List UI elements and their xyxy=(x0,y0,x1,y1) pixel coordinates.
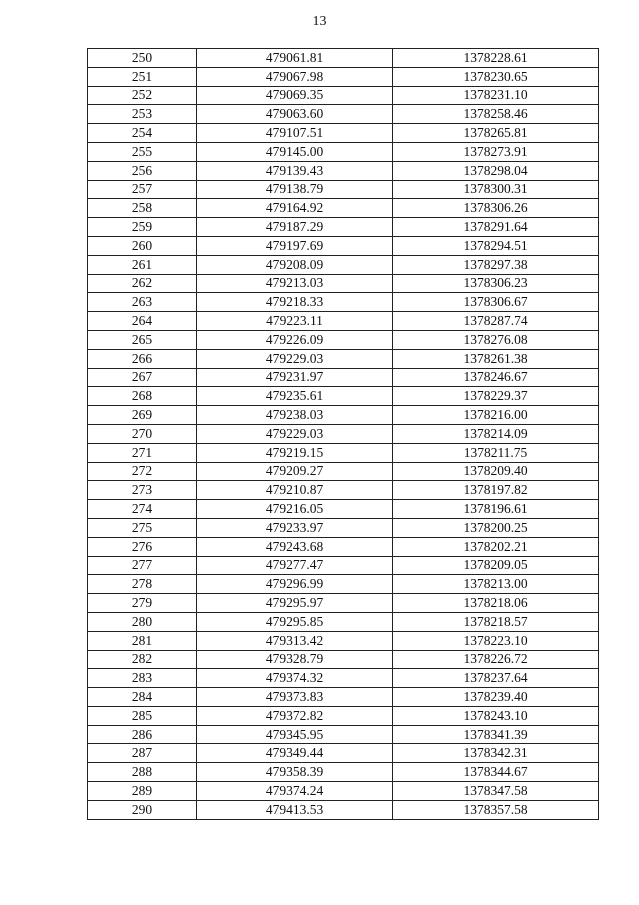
x-coordinate-cell: 479210.87 xyxy=(197,481,393,500)
y-coordinate-cell: 1378231.10 xyxy=(393,86,599,105)
point-number-cell: 251 xyxy=(88,67,197,86)
y-coordinate-cell: 1378298.04 xyxy=(393,161,599,180)
point-number-cell: 284 xyxy=(88,688,197,707)
point-number-cell: 250 xyxy=(88,49,197,68)
y-coordinate-cell: 1378357.58 xyxy=(393,800,599,819)
table-row xyxy=(88,631,599,650)
table-row xyxy=(88,688,599,707)
y-coordinate-cell: 1378291.64 xyxy=(393,218,599,237)
table-row xyxy=(88,669,599,688)
x-coordinate-cell: 479219.15 xyxy=(197,443,393,462)
y-coordinate-cell: 1378347.58 xyxy=(393,782,599,801)
y-coordinate-cell: 1378273.91 xyxy=(393,142,599,161)
table-row xyxy=(88,594,599,613)
x-coordinate-cell: 479235.61 xyxy=(197,387,393,406)
x-coordinate-cell: 479218.33 xyxy=(197,293,393,312)
table-row xyxy=(88,218,599,237)
table-row xyxy=(88,575,599,594)
y-coordinate-cell: 1378237.64 xyxy=(393,669,599,688)
table-row xyxy=(88,142,599,161)
table-row xyxy=(88,274,599,293)
point-number-cell: 286 xyxy=(88,725,197,744)
coordinates-table-body xyxy=(88,49,599,820)
y-coordinate-cell: 1378246.67 xyxy=(393,368,599,387)
table-row xyxy=(88,518,599,537)
point-number-cell: 282 xyxy=(88,650,197,669)
point-number-cell: 288 xyxy=(88,763,197,782)
point-number-cell: 281 xyxy=(88,631,197,650)
x-coordinate-cell: 479061.81 xyxy=(197,49,393,68)
table-row xyxy=(88,612,599,631)
table-row xyxy=(88,199,599,218)
table-row xyxy=(88,782,599,801)
point-number-cell: 275 xyxy=(88,518,197,537)
y-coordinate-cell: 1378196.61 xyxy=(393,500,599,519)
table-row xyxy=(88,387,599,406)
y-coordinate-cell: 1378218.57 xyxy=(393,612,599,631)
table-row xyxy=(88,368,599,387)
point-number-cell: 280 xyxy=(88,612,197,631)
point-number-cell: 261 xyxy=(88,255,197,274)
y-coordinate-cell: 1378306.23 xyxy=(393,274,599,293)
x-coordinate-cell: 479238.03 xyxy=(197,406,393,425)
table-row xyxy=(88,763,599,782)
point-number-cell: 287 xyxy=(88,744,197,763)
y-coordinate-cell: 1378202.21 xyxy=(393,537,599,556)
point-number-cell: 262 xyxy=(88,274,197,293)
point-number-cell: 259 xyxy=(88,218,197,237)
y-coordinate-cell: 1378218.06 xyxy=(393,594,599,613)
point-number-cell: 283 xyxy=(88,669,197,688)
x-coordinate-cell: 479295.85 xyxy=(197,612,393,631)
y-coordinate-cell: 1378287.74 xyxy=(393,312,599,331)
point-number-cell: 270 xyxy=(88,424,197,443)
x-coordinate-cell: 479197.69 xyxy=(197,236,393,255)
point-number-cell: 260 xyxy=(88,236,197,255)
point-number-cell: 252 xyxy=(88,86,197,105)
y-coordinate-cell: 1378228.61 xyxy=(393,49,599,68)
x-coordinate-cell: 479345.95 xyxy=(197,725,393,744)
x-coordinate-cell: 479107.51 xyxy=(197,124,393,143)
y-coordinate-cell: 1378214.09 xyxy=(393,424,599,443)
x-coordinate-cell: 479358.39 xyxy=(197,763,393,782)
point-number-cell: 274 xyxy=(88,500,197,519)
table-row xyxy=(88,349,599,368)
x-coordinate-cell: 479145.00 xyxy=(197,142,393,161)
point-number-cell: 267 xyxy=(88,368,197,387)
y-coordinate-cell: 1378216.00 xyxy=(393,406,599,425)
table-row xyxy=(88,800,599,819)
y-coordinate-cell: 1378223.10 xyxy=(393,631,599,650)
table-row xyxy=(88,312,599,331)
y-coordinate-cell: 1378342.31 xyxy=(393,744,599,763)
x-coordinate-cell: 479413.53 xyxy=(197,800,393,819)
x-coordinate-cell: 479209.27 xyxy=(197,462,393,481)
x-coordinate-cell: 479187.29 xyxy=(197,218,393,237)
x-coordinate-cell: 479374.24 xyxy=(197,782,393,801)
x-coordinate-cell: 479223.11 xyxy=(197,312,393,331)
point-number-cell: 254 xyxy=(88,124,197,143)
y-coordinate-cell: 1378230.65 xyxy=(393,67,599,86)
x-coordinate-cell: 479296.99 xyxy=(197,575,393,594)
point-number-cell: 266 xyxy=(88,349,197,368)
x-coordinate-cell: 479069.35 xyxy=(197,86,393,105)
x-coordinate-cell: 479213.03 xyxy=(197,274,393,293)
table-row xyxy=(88,124,599,143)
table-row xyxy=(88,105,599,124)
point-number-cell: 253 xyxy=(88,105,197,124)
table-row xyxy=(88,725,599,744)
x-coordinate-cell: 479328.79 xyxy=(197,650,393,669)
table-row xyxy=(88,180,599,199)
table-row xyxy=(88,424,599,443)
table-row xyxy=(88,500,599,519)
y-coordinate-cell: 1378300.31 xyxy=(393,180,599,199)
point-number-cell: 257 xyxy=(88,180,197,199)
y-coordinate-cell: 1378276.08 xyxy=(393,330,599,349)
y-coordinate-cell: 1378297.38 xyxy=(393,255,599,274)
table-row xyxy=(88,556,599,575)
y-coordinate-cell: 1378197.82 xyxy=(393,481,599,500)
page-number: 13 xyxy=(312,14,327,29)
table-row xyxy=(88,744,599,763)
point-number-cell: 256 xyxy=(88,161,197,180)
y-coordinate-cell: 1378200.25 xyxy=(393,518,599,537)
x-coordinate-cell: 479373.83 xyxy=(197,688,393,707)
y-coordinate-cell: 1378243.10 xyxy=(393,706,599,725)
y-coordinate-cell: 1378265.81 xyxy=(393,124,599,143)
y-coordinate-cell: 1378344.67 xyxy=(393,763,599,782)
x-coordinate-cell: 479139.43 xyxy=(197,161,393,180)
x-coordinate-cell: 479349.44 xyxy=(197,744,393,763)
y-coordinate-cell: 1378261.38 xyxy=(393,349,599,368)
table-row xyxy=(88,255,599,274)
x-coordinate-cell: 479243.68 xyxy=(197,537,393,556)
y-coordinate-cell: 1378239.40 xyxy=(393,688,599,707)
point-number-cell: 268 xyxy=(88,387,197,406)
point-number-cell: 278 xyxy=(88,575,197,594)
point-number-cell: 263 xyxy=(88,293,197,312)
x-coordinate-cell: 479277.47 xyxy=(197,556,393,575)
point-number-cell: 269 xyxy=(88,406,197,425)
x-coordinate-cell: 479164.92 xyxy=(197,199,393,218)
point-number-cell: 276 xyxy=(88,537,197,556)
y-coordinate-cell: 1378209.05 xyxy=(393,556,599,575)
table-row xyxy=(88,443,599,462)
table-row xyxy=(88,406,599,425)
point-number-cell: 273 xyxy=(88,481,197,500)
point-number-cell: 272 xyxy=(88,462,197,481)
point-number-cell: 290 xyxy=(88,800,197,819)
x-coordinate-cell: 479063.60 xyxy=(197,105,393,124)
x-coordinate-cell: 479138.79 xyxy=(197,180,393,199)
y-coordinate-cell: 1378229.37 xyxy=(393,387,599,406)
x-coordinate-cell: 479067.98 xyxy=(197,67,393,86)
table-row xyxy=(88,537,599,556)
table-row xyxy=(88,161,599,180)
point-number-cell: 265 xyxy=(88,330,197,349)
point-number-cell: 277 xyxy=(88,556,197,575)
table-row xyxy=(88,706,599,725)
point-number-cell: 264 xyxy=(88,312,197,331)
y-coordinate-cell: 1378258.46 xyxy=(393,105,599,124)
point-number-cell: 285 xyxy=(88,706,197,725)
x-coordinate-cell: 479374.32 xyxy=(197,669,393,688)
coordinates-table xyxy=(87,48,599,820)
y-coordinate-cell: 1378211.75 xyxy=(393,443,599,462)
point-number-cell: 279 xyxy=(88,594,197,613)
x-coordinate-cell: 479229.03 xyxy=(197,349,393,368)
table-row xyxy=(88,293,599,312)
table-row xyxy=(88,49,599,68)
table-row xyxy=(88,462,599,481)
y-coordinate-cell: 1378306.67 xyxy=(393,293,599,312)
x-coordinate-cell: 479233.97 xyxy=(197,518,393,537)
y-coordinate-cell: 1378341.39 xyxy=(393,725,599,744)
point-number-cell: 258 xyxy=(88,199,197,218)
x-coordinate-cell: 479226.09 xyxy=(197,330,393,349)
table-row xyxy=(88,650,599,669)
y-coordinate-cell: 1378226.72 xyxy=(393,650,599,669)
y-coordinate-cell: 1378306.26 xyxy=(393,199,599,218)
table-row xyxy=(88,481,599,500)
y-coordinate-cell: 1378209.40 xyxy=(393,462,599,481)
table-row xyxy=(88,236,599,255)
y-coordinate-cell: 1378213.00 xyxy=(393,575,599,594)
point-number-cell: 255 xyxy=(88,142,197,161)
x-coordinate-cell: 479208.09 xyxy=(197,255,393,274)
x-coordinate-cell: 479229.03 xyxy=(197,424,393,443)
x-coordinate-cell: 479216.05 xyxy=(197,500,393,519)
table-row xyxy=(88,330,599,349)
x-coordinate-cell: 479372.82 xyxy=(197,706,393,725)
y-coordinate-cell: 1378294.51 xyxy=(393,236,599,255)
point-number-cell: 271 xyxy=(88,443,197,462)
x-coordinate-cell: 479295.97 xyxy=(197,594,393,613)
table-row xyxy=(88,67,599,86)
point-number-cell: 289 xyxy=(88,782,197,801)
table-row xyxy=(88,86,599,105)
x-coordinate-cell: 479231.97 xyxy=(197,368,393,387)
x-coordinate-cell: 479313.42 xyxy=(197,631,393,650)
